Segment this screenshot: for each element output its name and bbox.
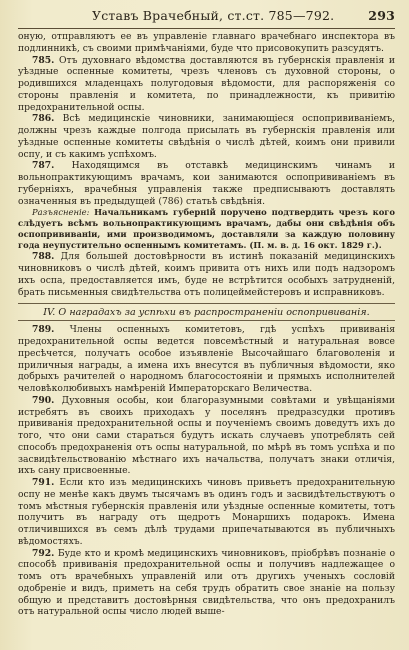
article-paragraph xyxy=(18,477,395,548)
header-rule xyxy=(18,28,395,29)
page-number: 293 xyxy=(368,8,395,23)
page-header xyxy=(18,8,395,28)
note-label: Разъясненіе: xyxy=(32,207,90,218)
article-number: 785. xyxy=(32,54,55,66)
article-text: Члены оспенныхъ комитетовъ, гдѣ успѣхъ прививанія предохранительной оспы ведется повсемѣстный и натуральная вовсе пресѣчется, получатъ особое изъявленіе Высочайшаго благоволенія и приличныя награды, а имена ихъ внесутся въ публичныя вѣдомости, яко добрыхъ рачителей о народномъ благосостояніи и прямыхъ исполнителей человѣколюбивыхъ намѣреній Императорскаго Величества. xyxy=(18,324,396,394)
article-paragraph xyxy=(18,395,395,477)
article-number: 791. xyxy=(32,477,55,488)
article-paragraph xyxy=(18,113,395,160)
article-number: 786. xyxy=(32,113,55,125)
running-title: Уставъ Врачебный, ст.ст. 785—792. xyxy=(92,8,335,23)
articles-block-3 xyxy=(18,324,395,618)
article-text: Буде кто и кромѣ медицинскихъ чиновниковъ, пріобрѣвъ познаніе о способѣ прививанія предохранительной оспы и получивъ надлежащее о томъ отъ врачебныхъ управленій или отъ другихъ ученыхъ сословій одобреніе и видъ, приметъ на себя трудъ обратить свое знаніе на пользу общую и представитъ достовѣрныя свидѣтельства, что онъ предохранилъ отъ натуральной оспы число людей выше- xyxy=(18,547,395,618)
article-text: оную, отправляютъ ее въ управленіе главнаго врачебнаго инспектора въ подлинникѣ, съ своими примѣчаніями, буде что присовокупить разсудятъ. xyxy=(18,31,395,54)
clarification-note xyxy=(18,207,395,251)
page-body xyxy=(18,31,395,618)
article-paragraph xyxy=(18,251,395,298)
article-paragraph xyxy=(18,160,395,207)
articles-block-2 xyxy=(18,251,395,298)
article-text: Всѣ медицинскіе чиновники, занимающіеся оспопрививаніемъ, должны чрезъ каждые полгода присылать въ губернскія правленія или уѣздные оспенные комитеты свѣдѣнія о числѣ дѣтей, коимъ они привили оспу, и съ какимъ успѣхомъ. xyxy=(18,113,395,160)
article-text: Если кто изъ медицинскихъ чиновъ привьетъ предохранительную оспу не менѣе какъ двумъ тысячамъ въ одинъ годъ и засвидѣтельствуютъ о томъ мѣстныя губернскія правленія или уѣздные оспенные комитеты, тотъ получитъ въ награду отъ щедротъ Монаршихъ подарокъ. Имена отличившихся въ семъ дѣлѣ трудами припечатываются въ публичныхъ вѣдомостяхъ. xyxy=(18,477,395,547)
article-text: Отъ духовнаго вѣдомства доставляются въ губернскія правленія и уѣздные оспенные комитеты, чрезъ членовъ съ духовной стороны, о родившихся младенцахъ полугодовыя вѣдомости, для распоряженія со стороны правленія и комитета, по принадлежности, къ привитію предохранительной оспы. xyxy=(18,54,395,113)
article-text: Духовныя особы, кои благоразумными совѣтами и увѣщаніями истребятъ въ своихъ приходахъ у поселянъ предразсудки противъ прививанія предохранительной оспы и поученіемъ своимъ доведутъ ихъ до того, что они сами стараться будутъ искать случаевъ употреблять сей способъ предохраненія отъ оспы натуральной, по мѣрѣ въ томъ успѣха и по засвидѣтельствованію мѣстнаго ихъ начальства, получатъ знаки отличія, ихъ сану присвоенные. xyxy=(18,394,396,477)
article-paragraph xyxy=(18,55,395,114)
article-number: 792. xyxy=(32,547,55,559)
note-text: Начальникамъ губерній поручено подтвердить чрезъ кого слѣдуетъ всѣмъ вольнопрактикующимъ врачамъ, дабы они свѣдѣнія объ оспопрививаніи, ими производимомъ, доставляли за каждую половину года неупустительно оспеннымъ комитетамъ. (П. м. в. д. 16 окт. 1829 г.). xyxy=(18,207,395,251)
section-title: IV. О наградахъ за успѣхи въ распространеніи оспопрививанія. xyxy=(18,303,395,321)
article-number: 790. xyxy=(32,394,55,406)
article-text: Находящимся въ отставкѣ медицинскимъ чинамъ и вольнопрактикующимъ врачамъ, кои занимаются оспопрививаніемъ въ губерніяхъ, врачебныя управленія также предписываютъ доставлять означенныя въ предыдущей (786) статьѣ свѣдѣнія. xyxy=(18,160,395,207)
article-number: 788. xyxy=(32,251,55,263)
article-number: 787. xyxy=(32,160,55,172)
articles-block-1 xyxy=(18,31,395,207)
article-paragraph xyxy=(18,31,395,55)
article-number: 789. xyxy=(32,324,55,336)
article-text: Для большей достовѣрности въ истинѣ показаній медицинскихъ чиновниковъ о числѣ дѣтей, коимъ привита отъ нихъ или подъ надзоромъ ихъ оспа, предоставляется имъ, буде не встрѣтится особыхъ затрудненій, брать письменныя свидѣтельства отъ полицеймейстеровъ и исправниковъ. xyxy=(18,251,395,298)
article-paragraph xyxy=(18,324,395,395)
article-paragraph xyxy=(18,548,395,619)
